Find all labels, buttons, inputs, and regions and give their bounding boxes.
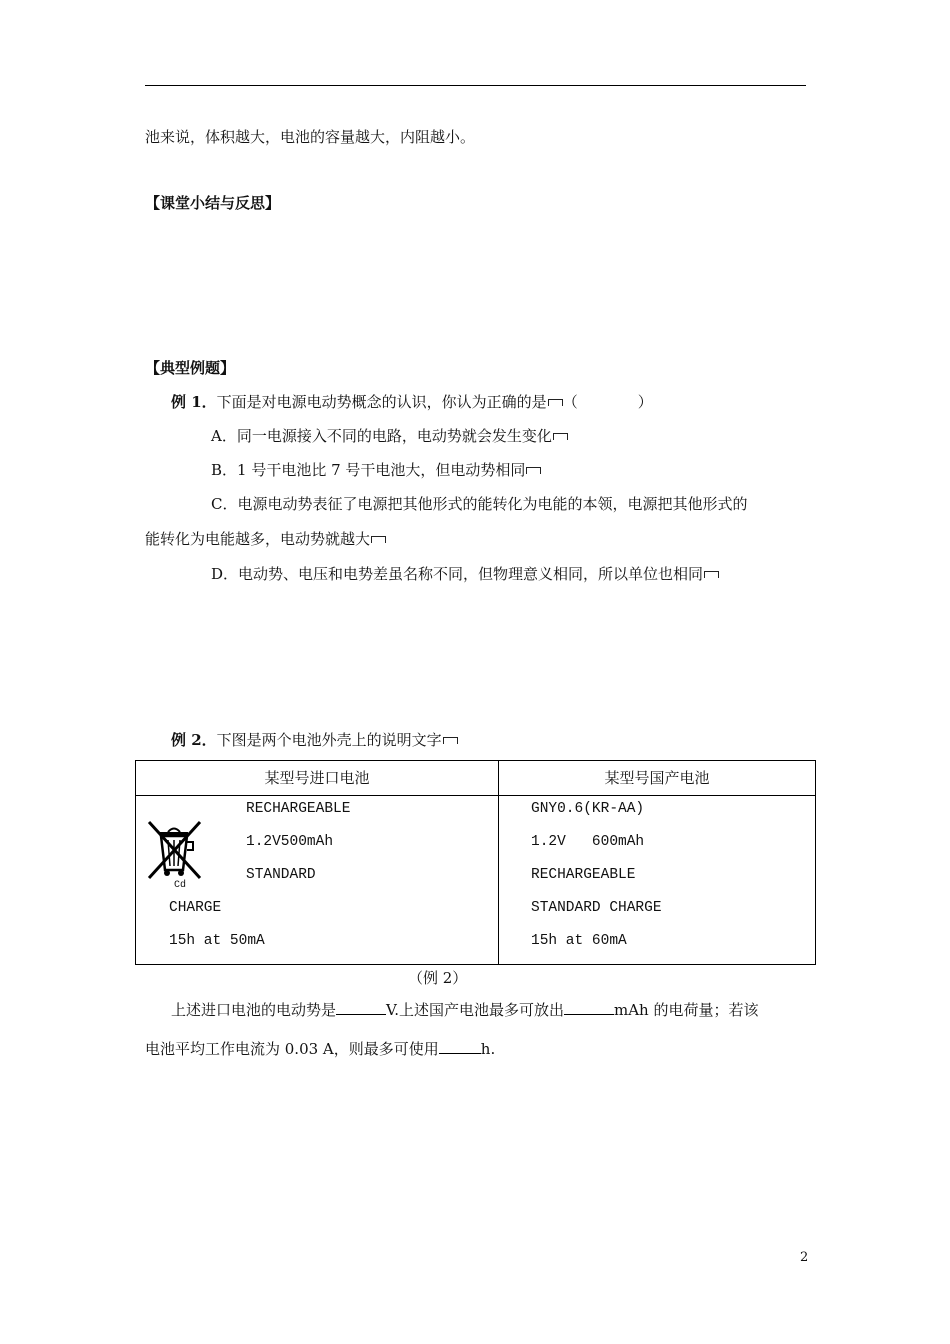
- domestic-spec-line: RECHARGEABLE: [531, 867, 636, 883]
- revision-mark-icon: [548, 399, 563, 406]
- domestic-battery-cell: [499, 796, 816, 965]
- domestic-spec-line: GNY0.6(KR-AA): [531, 801, 645, 817]
- domestic-spec-line: STANDARD CHARGE: [531, 900, 662, 916]
- revision-mark-icon: [443, 737, 458, 744]
- option-d-text: D．电动势、电压和电势差虽名称不同，但物理意义相同，所以单位也相同: [211, 565, 704, 583]
- example-2-question-line-2: [145, 1039, 495, 1059]
- domestic-spec-line: 15h at 60mA: [531, 933, 627, 949]
- option-a: [211, 426, 568, 446]
- imported-spec-line: STANDARD: [246, 867, 316, 883]
- option-c-line-2: [145, 529, 386, 549]
- imported-spec-line: 1.2V500mAh: [246, 834, 334, 850]
- example-1-text: 下面是对电源电动势概念的认识，你认为正确的是: [216, 393, 547, 411]
- option-a-text: A．同一电源接入不同的电路，电动势就会发生变化: [211, 427, 552, 445]
- option-b-text: B．1 号干电池比 7 号干电池大，但电动势相同: [211, 461, 526, 479]
- header-rule: [145, 85, 806, 86]
- option-d: [211, 564, 719, 584]
- question-text: 电池平均工作电流为 0.03 A，则最多可使用: [145, 1040, 439, 1058]
- table-caption: （例 2）: [408, 969, 468, 987]
- section-heading-summary: 【课堂小结与反思】: [145, 194, 281, 212]
- revision-mark-icon: [704, 571, 719, 578]
- revision-mark-icon: [371, 536, 386, 543]
- continued-paragraph: 池来说，体积越大，电池的容量越大，内阻越小。: [145, 128, 476, 146]
- answer-blank-charge: [564, 1000, 614, 1015]
- crossed-bin-recycling-icon: [146, 818, 204, 886]
- example-2-question-line-1: [171, 1000, 759, 1020]
- imported-spec-line: CHARGE: [169, 900, 222, 916]
- imported-spec-line: 15h at 50mA: [169, 933, 265, 949]
- example-1-question: [171, 392, 653, 412]
- question-text: mAh 的电荷量；若该: [614, 1001, 759, 1019]
- example-2-label: 例 2．: [171, 731, 217, 749]
- option-c-line-1: C．电源电动势表征了电源把其他形式的能转化为电能的本领，电源把其他形式的: [211, 495, 748, 513]
- answer-parentheses: （ ）: [562, 393, 653, 411]
- domestic-battery-header: 某型号国产电池: [499, 761, 816, 796]
- page-number: 2: [800, 1250, 809, 1265]
- cd-label: Cd: [174, 880, 187, 891]
- answer-blank-hours: [439, 1039, 481, 1054]
- domestic-spec-line: 1.2V 600mAh: [531, 834, 645, 850]
- revision-mark-icon: [526, 467, 541, 474]
- question-text: V.上述国产电池最多可放出: [386, 1001, 564, 1019]
- option-c-line-2-text: 能转化为电能越多，电动势就越大: [145, 530, 371, 548]
- example-1-label: 例 1．: [171, 393, 217, 411]
- imported-battery-cell: [136, 796, 499, 965]
- answer-blank-emf: [336, 1000, 386, 1015]
- battery-label-table: [135, 760, 816, 965]
- revision-mark-icon: [553, 433, 568, 440]
- imported-spec-line: RECHARGEABLE: [246, 801, 351, 817]
- example-2-intro: [171, 730, 458, 750]
- option-b: [211, 460, 541, 480]
- section-heading-examples: 【典型例题】: [145, 359, 236, 377]
- imported-battery-header: 某型号进口电池: [136, 761, 499, 796]
- example-2-text: 下图是两个电池外壳上的说明文字: [216, 731, 442, 749]
- question-text: h.: [480, 1040, 496, 1058]
- question-text: 上述进口电池的电动势是: [171, 1001, 337, 1019]
